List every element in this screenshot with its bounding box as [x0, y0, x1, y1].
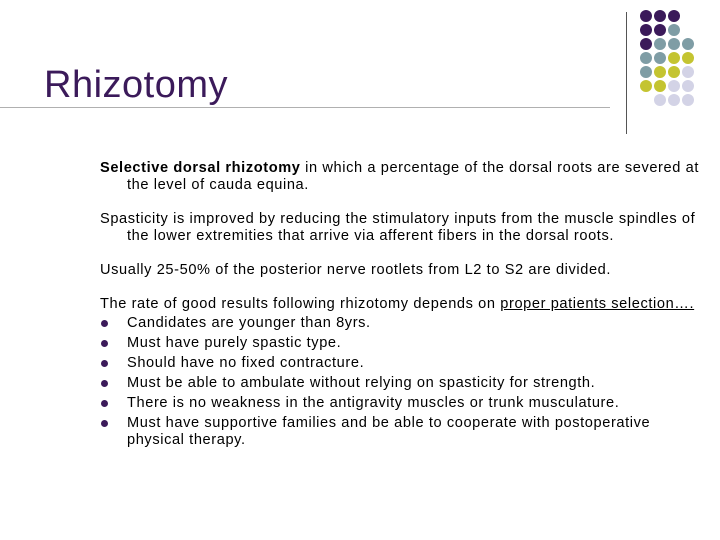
decorative-vertical-line	[626, 12, 627, 134]
bullet-icon	[101, 340, 108, 347]
decorative-dot	[654, 66, 666, 78]
decorative-dot	[668, 52, 680, 64]
bullet-icon	[101, 420, 108, 427]
decorative-dot	[668, 80, 680, 92]
list-item: Must be able to ambulate without relying on spasticity for strength.	[100, 373, 700, 393]
decorative-dot	[654, 24, 666, 36]
decorative-dot	[654, 94, 666, 106]
decorative-dot	[668, 38, 680, 50]
decorative-dot	[682, 80, 694, 92]
decorative-dot	[668, 24, 680, 36]
decorative-dot	[640, 38, 652, 50]
selection-criteria-list	[100, 313, 700, 449]
bullet-icon	[101, 380, 108, 387]
title-divider	[0, 107, 610, 108]
decorative-dot	[640, 10, 652, 22]
list-item: Must have purely spastic type.	[100, 333, 700, 353]
bullet-icon	[101, 320, 108, 327]
decorative-dot	[668, 10, 680, 22]
decorative-dot	[682, 38, 694, 50]
decorative-dot	[640, 66, 652, 78]
decorative-dot	[640, 52, 652, 64]
decorative-dot	[668, 66, 680, 78]
paragraph-rootlets: Usually 25-50% of the posterior nerve rootlets from L2 to S2 are divided.	[100, 262, 612, 278]
selection-intro: The rate of good results following rhizotomy depends on	[100, 296, 501, 312]
list-item: Candidates are younger than 8yrs.	[100, 313, 700, 333]
decorative-dot	[682, 52, 694, 64]
decorative-dot-grid	[640, 10, 720, 110]
slide-body	[100, 160, 700, 449]
definition-text: in which a percentage of the dorsal roots are severed at the level of cauda equina.	[127, 160, 699, 193]
paragraph-selection	[100, 296, 700, 313]
paragraph-spasticity: Spasticity is improved by reducing the stimulatory inputs from the muscle spindles of the lower extremities that arrive via afferent fibers in the dorsal roots.	[100, 211, 696, 244]
paragraph-definition	[100, 160, 700, 194]
list-item: Must have supportive families and be able to cooperate with postoperative physical therapy.	[100, 413, 700, 449]
decorative-dot	[654, 10, 666, 22]
decorative-dot	[668, 94, 680, 106]
selection-underlined: proper patients selection….	[500, 296, 695, 312]
decorative-dot	[654, 80, 666, 92]
list-item: Should have no fixed contracture.	[100, 353, 700, 373]
bullet-icon	[101, 400, 108, 407]
decorative-dot	[640, 24, 652, 36]
decorative-dot	[654, 38, 666, 50]
decorative-dot	[682, 94, 694, 106]
list-item: There is no weakness in the antigravity muscles or trunk musculature.	[100, 393, 700, 413]
decorative-dot	[654, 52, 666, 64]
bullet-icon	[101, 360, 108, 367]
decorative-dot	[640, 80, 652, 92]
slide-title: Rhizotomy	[44, 64, 228, 106]
term-selective-dorsal-rhizotomy: Selective dorsal rhizotomy	[100, 160, 301, 176]
decorative-dot	[682, 66, 694, 78]
